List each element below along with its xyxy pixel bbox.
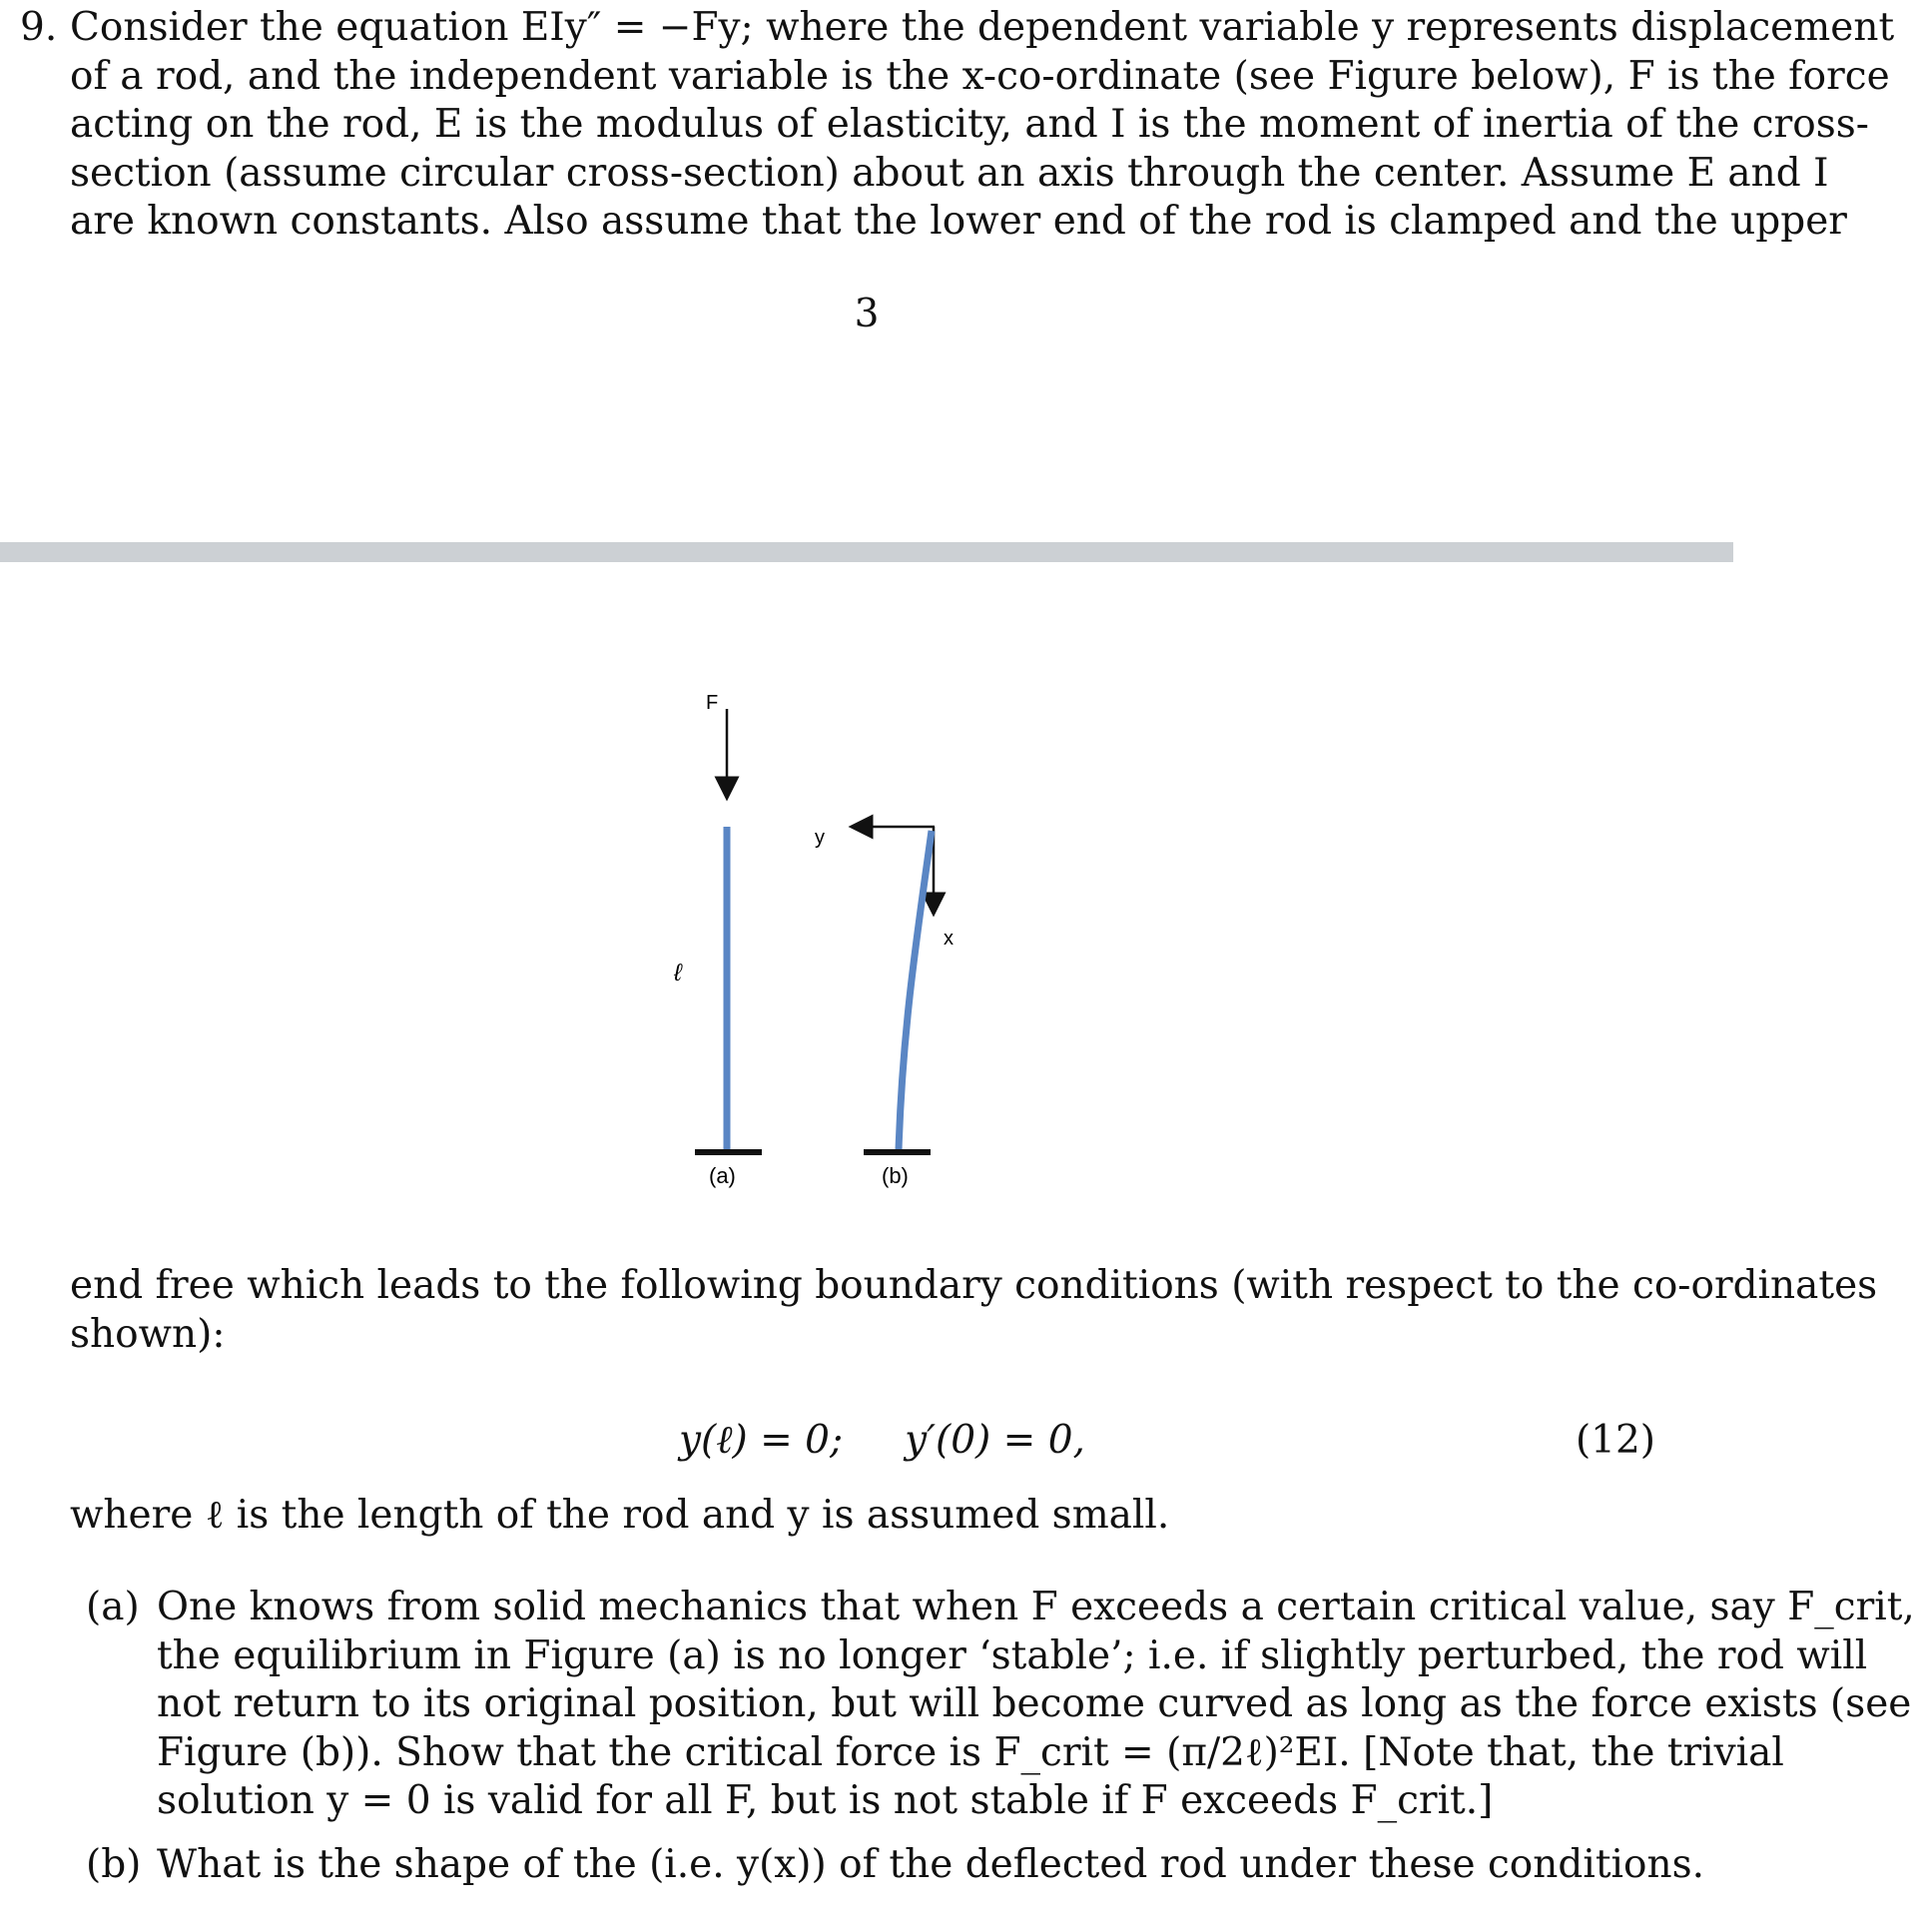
part-a-line: not return to its original position, but will become curved as long as the force exists (see xyxy=(157,1681,1912,1726)
part-b-line: What is the shape of the (i.e. y(x)) of the deflected rod under these conditions. xyxy=(157,1842,1704,1887)
intro-line: acting on the rod, E is the modulus of elasticity, and I is the moment of inertia of the cross- xyxy=(70,102,1869,147)
equation-number: (12) xyxy=(1575,1418,1655,1463)
caption-b: (b) xyxy=(882,1163,909,1188)
x-axis-label: x xyxy=(944,928,954,950)
continuation-line: end free which leads to the following boundary conditions (with respect to the co-ordinates xyxy=(70,1263,1878,1308)
problem-number: 9. xyxy=(20,5,58,50)
equation-body: y(ℓ) = 0; y′(0) = 0, xyxy=(679,1418,1085,1463)
part-b-text xyxy=(157,1841,1704,1890)
length-label: ℓ xyxy=(674,960,682,986)
part-a-line: the equilibrium in Figure (a) is no longer ‘stable’; i.e. if slightly perturbed, the rod will xyxy=(157,1632,1868,1678)
caption-a: (a) xyxy=(709,1163,736,1188)
part-a-line: solution y = 0 is valid for all F, but is not stable if F exceeds F_crit.] xyxy=(157,1778,1494,1823)
part-a-line: One knows from solid mechanics that when F exceeds a certain critical value, say F_crit, xyxy=(157,1585,1915,1629)
intro-line: of a rod, and the independent variable is the x-co-ordinate (see Figure below), F is the force xyxy=(70,53,1890,99)
part-b-label: (b) xyxy=(86,1842,142,1887)
intro-line: are known constants. Also assume that the lower end of the rod is clamped and the upper xyxy=(70,199,1847,244)
where-text: where ℓ is the length of the rod and y is assumed small. xyxy=(70,1493,1170,1538)
problem-intro xyxy=(70,4,1895,247)
y-axis-label: y xyxy=(815,827,825,849)
page-number: 3 xyxy=(854,292,880,336)
intro-line: section (assume circular cross-section) about an axis through the center. Assume E and I xyxy=(70,150,1829,196)
rod-figure xyxy=(639,679,978,1198)
intro-line: Consider the equation EIy″ = −Fy; where the dependent variable y represents displacement xyxy=(70,5,1895,50)
force-label: F xyxy=(706,692,719,714)
continuation-text xyxy=(70,1262,1878,1359)
continuation-line: shown): xyxy=(70,1311,226,1357)
part-a-text xyxy=(157,1584,1915,1826)
rod-buckled xyxy=(899,831,932,1150)
part-a-line: Figure (b)). Show that the critical force is F_crit = (π/2ℓ)²EI. [Note that, the trivial xyxy=(157,1729,1784,1775)
page-divider xyxy=(0,542,1733,562)
part-a-label: (a) xyxy=(86,1585,140,1629)
